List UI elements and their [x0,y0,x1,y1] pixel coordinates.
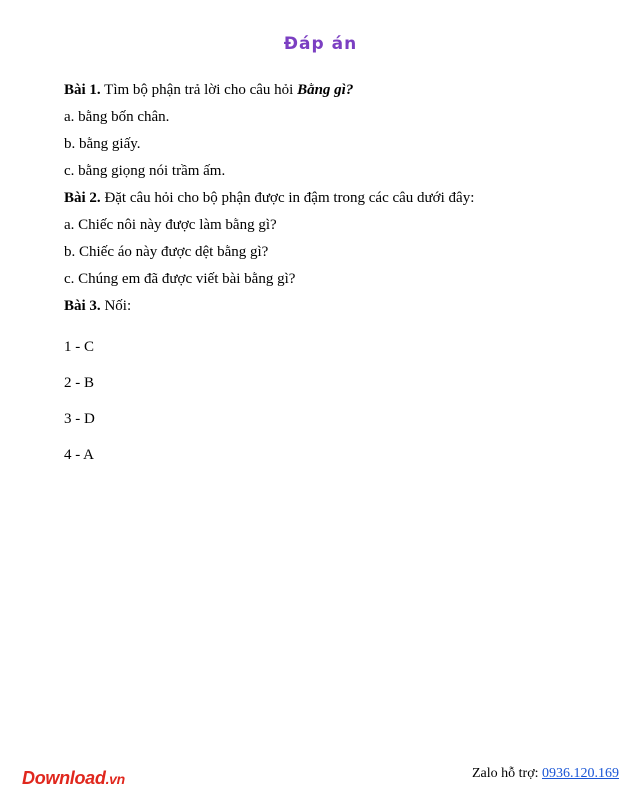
support-contact [472,766,619,782]
bai3-text: Nối: [100,298,132,314]
logo-text: Download [22,768,106,788]
answer-content [64,77,604,473]
match-item: 2 - B [64,375,94,391]
bai2-label: Bài 2. [64,190,101,206]
bai1-emphasis: Bằng gì? [297,82,354,98]
page-title: Đáp án [283,34,358,54]
bai1-answer-b: b. bằng giấy. [64,136,141,152]
bai1-heading [64,77,604,104]
download-logo[interactable] [22,768,125,789]
bai3-matches [64,329,604,473]
logo-domain: .vn [105,771,125,787]
match-item: 1 - C [64,339,94,355]
bai2-answer-c: c. Chúng em đã được viết bài bằng gì? [64,271,296,287]
bai2-answer-a: a. Chiếc nôi này được làm bằng gì? [64,217,277,233]
match-item: 3 - D [64,411,95,427]
support-phone-link[interactable]: 0936.120.169 [542,766,619,781]
support-label: Zalo hỗ trợ: [472,766,542,781]
bai3-label: Bài 3. [64,298,101,314]
bai1-answer-a: a. bằng bốn chân. [64,109,170,125]
bai2-heading [64,185,604,212]
bai1-answer-c: c. bằng giọng nói trầm ấm. [64,163,226,179]
bai3-heading [64,293,604,320]
match-item: 4 - A [64,447,94,463]
bai2-answer-b: b. Chiếc áo này được dệt bằng gì? [64,244,269,260]
bai2-text: Đặt câu hỏi cho bộ phận được in đậm trong các câu dưới đây: [100,190,475,206]
bai1-label: Bài 1. [64,82,101,98]
bai1-text: Tìm bộ phận trả lời cho câu hỏi [100,82,298,98]
